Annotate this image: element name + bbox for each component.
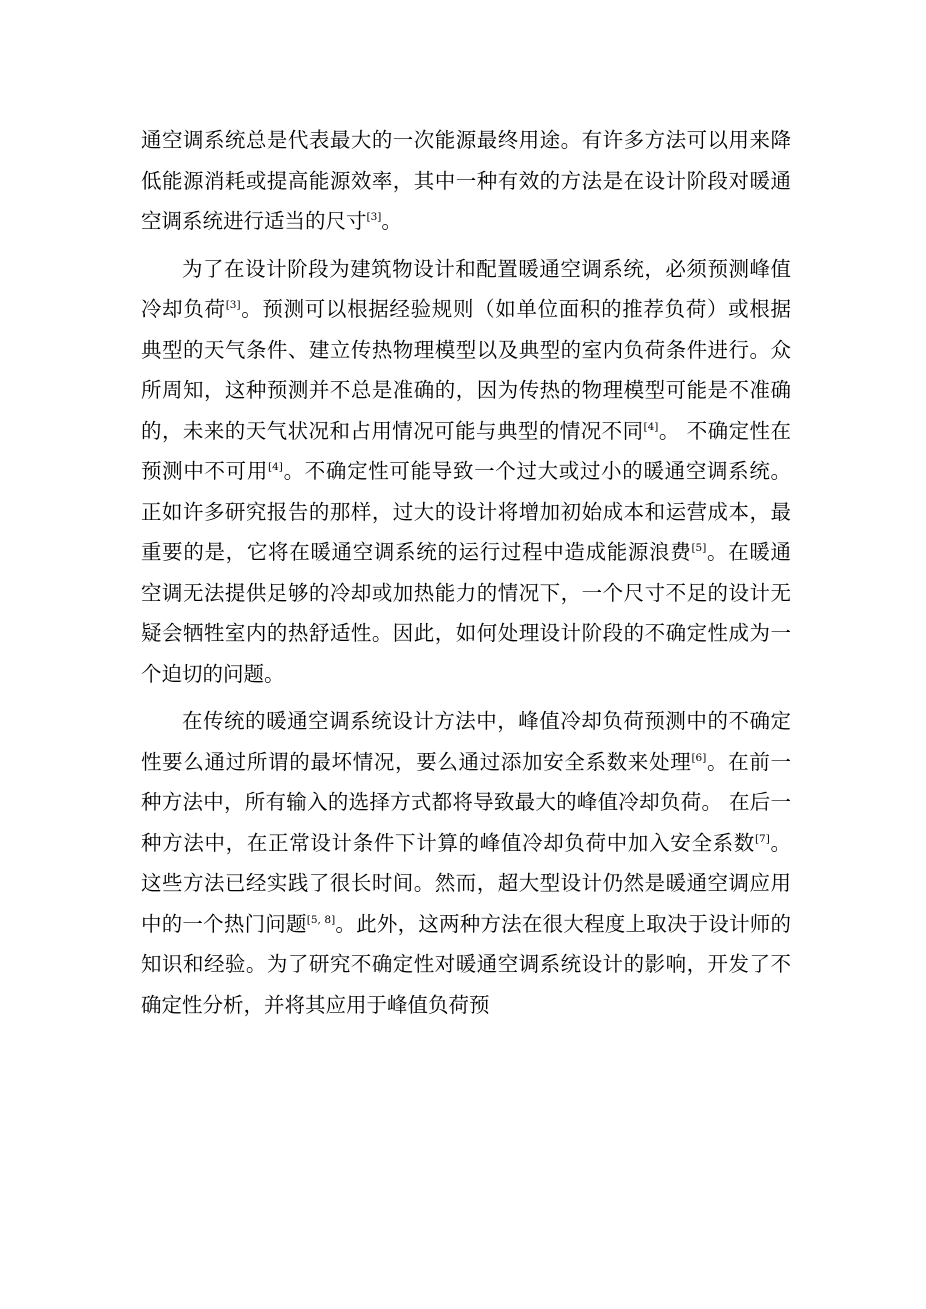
paragraph-3 <box>141 701 791 1025</box>
paragraph-1 <box>141 120 791 242</box>
paragraph-text: 。在前一种方法中，所有输入的选择方式都将导致最大的峰值冷却负荷。 在后一种方法中，在正常设计条件下计算的峰值冷却负荷中加入安全系数 <box>141 749 792 855</box>
paragraph-text: 。 不确定性在预测中不可用 <box>141 418 791 483</box>
citation: [3] <box>366 211 382 223</box>
paragraph-text: 通空调系统总是代表最大的一次能源最终用途。有许多方法可以用来降低能源消耗或提高能源效率，其中一种有效的方法是在设计阶段对暖通空调系统进行适当的尺寸 <box>141 128 791 233</box>
citation: [4] <box>268 461 283 473</box>
citation: [4] <box>643 420 659 433</box>
paragraph-text: 在传统的暖通空调系统设计方法中，峰值冷却负荷预测中的不确定性要么通过所谓的最坏情况，要么通过添加安全系数来处理 <box>141 709 791 774</box>
citation: [6] <box>691 751 707 764</box>
citation: [3] <box>225 299 241 311</box>
citation: [5] <box>691 542 707 554</box>
paragraph-text: 。预测可以根据经验规则（如单位面积的推荐负荷）或根据典型的天气条件、建立传热物理模型以及典型的室内负荷条件进行。众所周知，这种预测并不总是准确的，因为传热的物理模型可能是不准确的，未来的天气状况和占用情况可能与典型的情况不同 <box>141 297 792 443</box>
citation: [5, 8] <box>306 913 336 926</box>
paragraph-2 <box>141 249 791 695</box>
document-body <box>141 120 791 1025</box>
citation: [7] <box>754 832 770 845</box>
paragraph-text: 。 <box>381 209 402 233</box>
paragraph-text: 为了在设计阶段为建筑物设计和配置暖通空调系统，必须预测峰值冷却负荷 <box>141 256 791 321</box>
paragraph-text: 。这些方法已经实践了很长时间。然而，超大型设计仍然是暖通空调应用中的一个热门问题 <box>141 830 791 936</box>
paragraph-text: 。不确定性可能导致一个过大或过小的暖通空调系统。正如许多研究报告的那样，过大的设计将增加初始成本和运营成本，最重要的是，它将在暖通空调系统的运行过程中造成能源浪费 <box>141 459 792 564</box>
paragraph-text: 。此外，这两种方法在很大程度上取决于设计师的知识和经验。为了研究不确定性对暖通空调系统设计的影响，开发了不确定性分析，并将其应用于峰值负荷预 <box>141 911 792 1017</box>
paragraph-text: 。在暖通空调无法提供足够的冷却或加热能力的情况下，一个尺寸不足的设计无疑会牺牲室内的热舒适性。因此，如何处理设计阶段的不确定性成为一个迫切的问题。 <box>141 540 792 686</box>
